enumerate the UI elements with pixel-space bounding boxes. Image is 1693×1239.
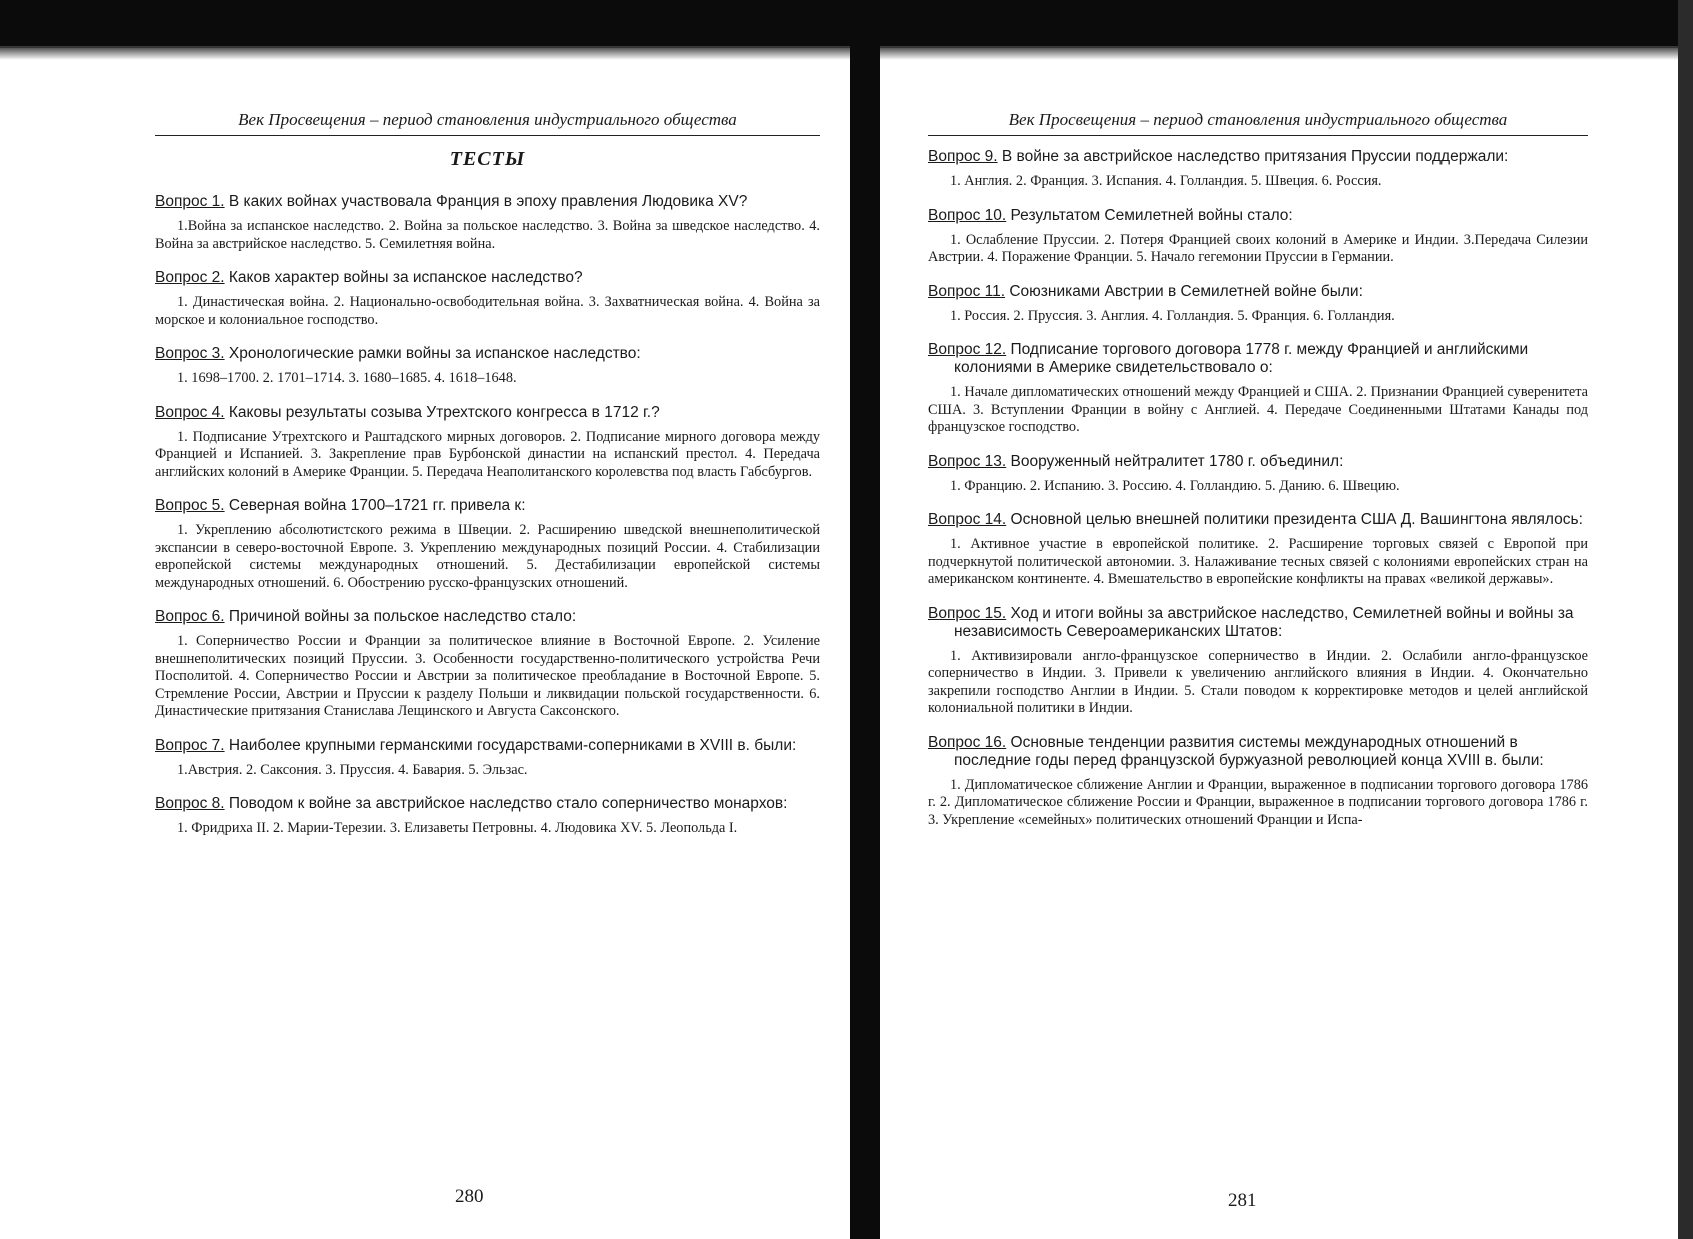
question-text: Причиной войны за польское наследство стало: [228, 608, 577, 625]
question-text: Северная война 1700–1721 гг. привела к: [228, 497, 526, 514]
question-heading [155, 608, 820, 626]
question-label: Вопрос 4. [155, 403, 225, 421]
question-label: Вопрос 15. [928, 604, 1007, 622]
question-heading [928, 734, 1588, 770]
question-block [928, 341, 1588, 437]
question-heading [928, 207, 1588, 225]
answer-options: 1. Подписание Утрехтского и Раштадского мирных договоров. 2. Подписание мирного договора между Францией и Испанией. 3. Закрепление прав Бурбонской династии на испанский престол. 4. Передача английских колоний в Америке Франции. 5. Передача Неаполитанского королевства под власть Габсбургов. [155, 428, 820, 480]
left-page [155, 110, 820, 854]
question-heading [928, 283, 1588, 301]
question-text: Ход и итоги войны за австрийское наследство, Семилетней войны и войны за независимость Североамериканских Штатов: [954, 604, 1574, 640]
question-label: Вопрос 14. [928, 511, 1007, 528]
question-block [155, 404, 820, 482]
running-head: Век Просвещения – период становления индустриального общества [928, 110, 1588, 136]
question-text: Подписание торгового договора 1778 г. между Францией и английскими колониями в Америке свидетельствовало о: [954, 341, 1529, 376]
question-text: Каков характер войны за испанское наследство? [228, 269, 583, 286]
question-text: Союзниками Австрии в Семилетней войне были: [1009, 282, 1363, 300]
question-block [155, 737, 820, 780]
question-block [928, 511, 1588, 589]
answer-options: 1. Россия. 2. Пруссия. 3. Англия. 4. Голландия. 5. Франция. 6. Голландия. [950, 307, 1395, 324]
question-label: Вопрос 5. [155, 497, 225, 514]
answer-options: 1. Активизировали англо-французское соперничество в Индии. 2. Ослабили англо-французское соперничество в Индии. 3. Привели к увеличению английского влияния в Индии. 4. Окончательно закрепили господство Англии в Индии. 5. Стали поводом к корректировке методов и целей английской колониальной политики в Индии. [928, 647, 1588, 716]
answer-options: 1. Активное участие в европейской политике. 2. Расширение торговых связей с Европой при подчеркнутой политической автономии. 3. Налаживание тесных связей с колониями европейских стран на американском континенте. 4. Вмешательство в европейские конфликты на правах «великой державы». [928, 536, 1588, 587]
question-label: Вопрос 7. [155, 736, 225, 754]
question-heading [928, 453, 1588, 471]
answer-options: 1. Англия. 2. Франция. 3. Испания. 4. Голландия. 5. Швеция. 6. Россия. [950, 173, 1382, 189]
answer-options: 1. Фридриха II. 2. Марии-Терезии. 3. Елизаветы Петровны. 4. Людовика XV. 5. Леопольда I. [177, 820, 738, 836]
question-label: Вопрос 6. [155, 608, 225, 625]
question-text: Каковы результаты созыва Утрехтского конгресса в 1712 г.? [228, 403, 660, 421]
question-block [928, 605, 1588, 718]
question-label: Вопрос 1. [155, 193, 225, 210]
answer-options: 1. Династическая война. 2. Национально-освободительная война. 3. Захватническая война. 4. Война за морское и колониальное господство. [155, 294, 820, 328]
question-heading [155, 737, 820, 755]
question-heading [155, 497, 820, 515]
question-text: Вооруженный нейтралитет 1780 г. объединил: [1010, 452, 1344, 470]
question-heading [155, 795, 820, 813]
question-block [155, 269, 820, 329]
question-heading [928, 605, 1588, 641]
scan-right-edge [1678, 0, 1693, 1239]
question-block [928, 734, 1588, 830]
page-number: 281 [1228, 1190, 1257, 1211]
question-text: Результатом Семилетней войны стало: [1010, 206, 1293, 224]
question-block [928, 148, 1588, 191]
question-text: Поводом к войне за австрийское наследство стало соперничество монархов: [228, 795, 788, 812]
question-label: Вопрос 11. [928, 282, 1006, 300]
question-heading [155, 269, 820, 287]
question-label: Вопрос 9. [928, 148, 998, 165]
question-list [155, 193, 820, 838]
book-gutter [850, 0, 880, 1239]
answer-options: 1. 1698–1700. 2. 1701–1714. 3. 1680–1685. 4. 1618–1648. [177, 370, 517, 386]
question-heading [155, 345, 820, 363]
question-block [928, 453, 1588, 496]
question-label: Вопрос 3. [155, 345, 225, 362]
answer-options: 1.Австрия. 2. Саксония. 3. Пруссия. 4. Бавария. 5. Эльзас. [177, 761, 528, 778]
question-block [928, 207, 1588, 267]
question-label: Вопрос 16. [928, 733, 1007, 751]
question-block [155, 795, 820, 838]
question-block [155, 608, 820, 721]
question-text: В каких войнах участвовала Франция в эпоху правления Людовика XV? [228, 193, 748, 210]
answer-options: 1. Соперничество России и Франции за политическое влияние в Восточной Европе. 2. Усиление внешнеполитических позиций Пруссии. 3. Особенности государственно-политического устройства Речи Посполитой. 4. Соперничество России и Австрии за политическое преобладание в Восточной Европе. 5. Стремление России, Австрии и Пруссии к разделу Польши и ликвидации польской государственности. 6. Династические притязания Станислава Лещинского и Августа Саксонского. [155, 633, 820, 719]
question-text: Наиболее крупными германскими государствами-соперниками в XVIII в. были: [228, 736, 797, 754]
scan-shadow-fade [0, 46, 1693, 60]
page-number: 280 [455, 1186, 484, 1207]
answer-options: 1.Война за испанское наследство. 2. Война за польское наследство. 3. Война за шведское наследство. 4. Война за австрийское наследство. 5. Семилетняя война. [155, 218, 820, 252]
question-text: Основные тенденции развития системы международных отношений в последние годы перед французской буржуазной революцией конца XVIII в. были: [954, 733, 1544, 769]
question-heading [928, 511, 1588, 529]
question-block [928, 283, 1588, 326]
scan-top-shadow [0, 0, 1693, 48]
question-heading [155, 193, 820, 211]
right-page [928, 110, 1588, 845]
running-head: Век Просвещения – период становления индустриального общества [155, 110, 820, 136]
answer-options: 1. Ослабление Пруссии. 2. Потеря Францией своих колоний в Америке и Индии. 3.Передача Силезии Австрии. 4. Поражение Франции. 5. Начало гегемонии Пруссии в Германии. [928, 231, 1588, 265]
answer-options: 1. Францию. 2. Испанию. 3. Россию. 4. Голландию. 5. Данию. 6. Швецию. [950, 477, 1400, 494]
question-label: Вопрос 8. [155, 795, 225, 812]
answer-options: 1. Начале дипломатических отношений между Францией и США. 2. Признании Францией суверенитета США. 3. Вступлении Франции в войну с Англией. 4. Передаче Соединенными Штатами Канады под французское господство. [928, 384, 1588, 435]
question-label: Вопрос 13. [928, 452, 1007, 470]
question-text: Основной целью внешней политики президента США Д. Вашингтона являлось: [1010, 511, 1583, 528]
answer-options: 1. Укреплению абсолютистского режима в Швеции. 2. Расширению шведской внешнеполитической экспансии в северо-восточной Европе. 3. Укреплению международных позиций России. 4. Стабилизации европейской системы международных отношений. 5. Дестабилизации европейской системы международных отношений. 6. Обострению русско-французских отношений. [155, 522, 820, 591]
question-block [155, 193, 820, 253]
question-label: Вопрос 10. [928, 206, 1007, 224]
answer-options: 1. Дипломатическое сближение Англии и Франции, выраженное в подписании торгового договора 1786 г. 2. Дипломатическое сближение России и Франции, выраженное в подписании торгового договора 1786 г. 3. Укрепление «семейных» политических отношений Франции и Испа- [928, 776, 1588, 828]
question-heading [928, 148, 1588, 166]
section-title: ТЕСТЫ [449, 148, 526, 170]
question-label: Вопрос 2. [155, 269, 225, 286]
question-block [155, 345, 820, 388]
question-text: В войне за австрийское наследство притязания Пруссии поддержали: [1001, 148, 1509, 165]
question-heading [155, 404, 820, 422]
question-block [155, 497, 820, 592]
question-label: Вопрос 12. [928, 341, 1007, 358]
question-heading [928, 341, 1588, 377]
question-text: Хронологические рамки войны за испанское наследство: [228, 345, 641, 362]
question-list [928, 148, 1588, 829]
